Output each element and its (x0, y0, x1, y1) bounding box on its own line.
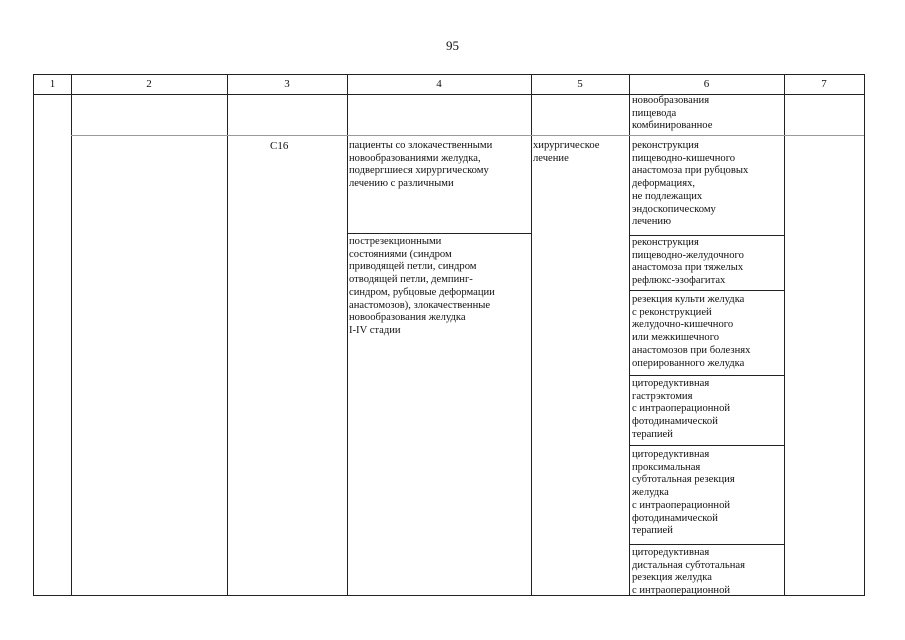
column-header-2: 2 (146, 78, 152, 90)
row-divider (71, 135, 864, 136)
cell-treatment-type: хирургическое лечение (533, 140, 600, 164)
medical-care-table (33, 74, 865, 596)
column-header-6: 6 (703, 78, 710, 90)
column-header-1: 1 (49, 78, 56, 90)
column-header-7: 7 (821, 78, 827, 90)
column-divider (227, 75, 228, 595)
cell-patient-model-2: пострезекционными состояниями (синдром приводящей петли, синдром отводящей петли, демпинг- синдром, рубцовые деформации анастомозов), злокачественные новообразования желудка I-IV стадии (349, 236, 495, 336)
row-divider (347, 233, 531, 234)
cell-method-2: реконструкция пищеводно-желудочного анастомоза при тяжелых рефлюкс-эзофагитах (632, 237, 744, 287)
column-divider (784, 75, 785, 595)
row-divider (629, 375, 784, 376)
column-header-5: 5 (577, 78, 583, 90)
column-divider (347, 75, 348, 595)
cell-method-5: циторедуктивная проксимальная субтотальная резекция желудка с интраоперационной фотодинамической терапией (632, 449, 735, 537)
column-divider (531, 75, 532, 595)
column-header-4: 4 (436, 78, 442, 90)
column-divider (71, 75, 72, 595)
row-divider (629, 544, 784, 545)
cell-method-4: циторедуктивная гастрэктомия с интраоперационной фотодинамической терапией (632, 378, 731, 440)
column-divider (629, 75, 630, 595)
column-header-3: 3 (284, 78, 290, 90)
row-divider (629, 445, 784, 446)
page-number: 95 (446, 38, 459, 53)
row-divider (629, 290, 784, 291)
cell-patient-model-1: пациенты со злокачественными новообразованиями желудка, подвергшиеся хирургическому лечению с различными (349, 140, 493, 190)
cell-method-3: резекция культи желудка с реконструкцией желудочно-кишечного или межкишечного анастомозов при болезнях оперированного желудка (632, 294, 751, 369)
cell-method-6: циторедуктивная дистальная субтотальная резекция желудка с интраоперационной (632, 547, 745, 597)
cell-icd-code: C16 (270, 140, 289, 152)
cell-method-1: реконструкция пищеводно-кишечного анастомоза при рубцовых деформациях, не подлежащих эндоскопическому лечению (632, 140, 749, 228)
cell-method-continued: новообразования пищевода комбинированное (632, 95, 713, 132)
row-divider (629, 235, 784, 236)
